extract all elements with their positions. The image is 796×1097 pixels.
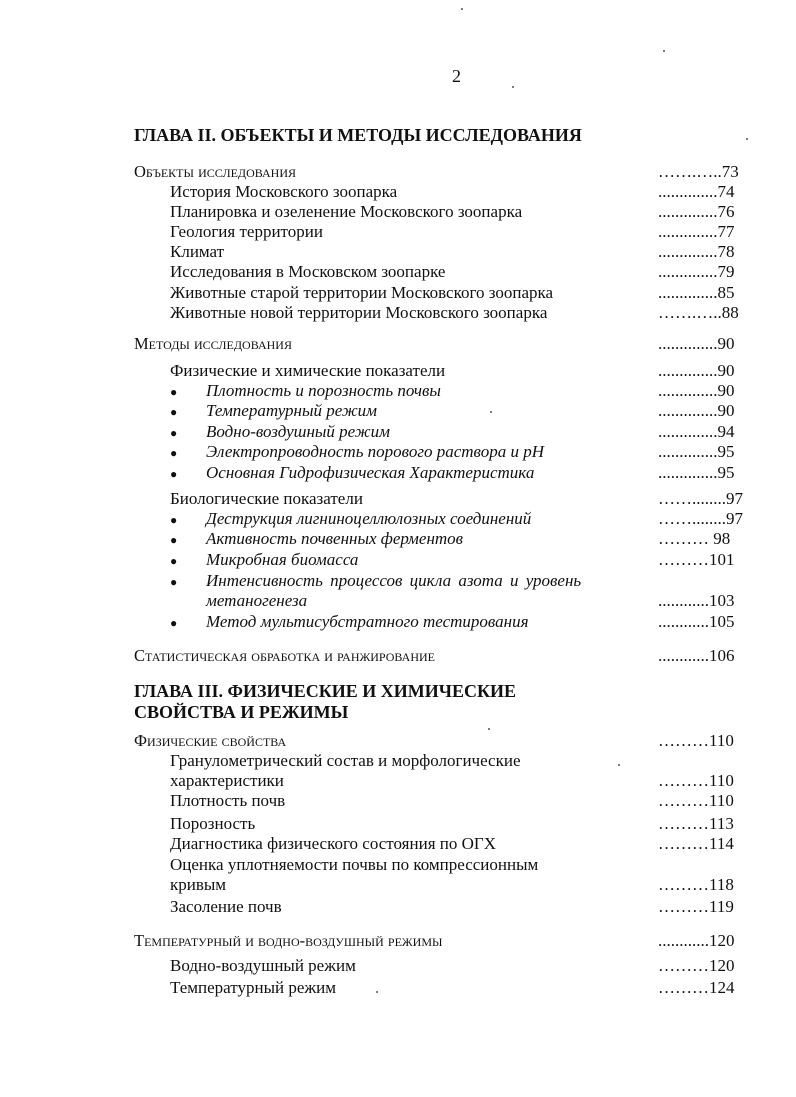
toc-entry-page: ………124: [658, 978, 735, 997]
scan-speck: [490, 411, 492, 413]
toc-entry-label-continued: характеристики: [170, 771, 284, 790]
bullet-icon: ●: [170, 467, 178, 481]
toc-entry-page: ……........97: [658, 509, 743, 528]
section-methods-heading: Методы исследования: [134, 334, 292, 353]
toc-entry-label: Засоление почв: [170, 897, 282, 916]
toc-entry-label: Животные старой территории Московского зоопарка: [170, 283, 554, 302]
toc-entry-label: Гранулометрический состав и морфологические: [170, 751, 521, 770]
toc-entry-label: Оценка уплотняемости почвы по компрессионным: [170, 855, 539, 874]
toc-entry-page: ..............76: [658, 202, 735, 221]
bullet-icon: ●: [170, 446, 178, 460]
subsection-bio-page: ……........97: [658, 489, 743, 508]
toc-entry-label: Деструкция лигниноцеллюлозных соединений: [206, 509, 532, 528]
toc-entry-page: ………101: [658, 550, 735, 569]
toc-entry-label: История Московского зоопарка: [170, 182, 398, 201]
toc-entry-label: Интенсивность процессов цикла азота и уровень: [206, 571, 582, 590]
section-regimes-heading: Температурный и водно-воздушный режимы: [134, 931, 443, 950]
toc-entry-page: ………118: [658, 875, 734, 894]
scan-speck: [376, 991, 378, 993]
toc-entry-page: ………114: [658, 834, 734, 853]
bullet-icon: ●: [170, 554, 178, 568]
toc-entry-page: ………110: [658, 771, 734, 790]
page-number: 2: [452, 66, 461, 86]
section-physical-page: ………110: [658, 731, 734, 750]
toc-entry-label: Температурный режим: [206, 401, 378, 420]
toc-entry-page: ..............90: [658, 401, 735, 420]
scan-speck: [618, 764, 620, 766]
toc-entry-label: Температурный режим: [170, 978, 337, 997]
toc-entry-page: ……… 98: [658, 529, 731, 548]
toc-entry-page: ………110: [658, 791, 734, 810]
toc-entry-label: Плотность почв: [170, 791, 286, 810]
scan-speck: [663, 50, 665, 52]
chapter-3-title-continued: СВОЙСТВА И РЕЖИМЫ: [134, 702, 349, 722]
toc-entry-page: ..............90: [658, 381, 735, 400]
chapter-2-title: ГЛАВА II. ОБЪЕКТЫ И МЕТОДЫ ИССЛЕДОВАНИЯ: [134, 125, 582, 145]
toc-entry-page: ..............94: [658, 422, 735, 441]
scan-speck: [512, 86, 514, 88]
toc-entry-page: ..............95: [658, 463, 735, 482]
toc-entry-page: ............105: [658, 612, 735, 631]
toc-entry-label: Электропроводность порового раствора и pH: [206, 442, 544, 461]
toc-entry-label: Животные новой территории Московского зоопарка: [170, 303, 548, 322]
bullet-icon: ●: [170, 405, 178, 419]
section-stats-page: ............106: [658, 646, 735, 665]
toc-entry-label: Основная Гидрофизическая Характеристика: [206, 463, 535, 482]
section-objects-heading: Объекты исследования: [134, 162, 297, 181]
toc-entry-label: Геология территории: [170, 222, 323, 241]
toc-entry-page: ..............79: [658, 262, 735, 281]
toc-entry-label: Водно-воздушный режим: [206, 422, 390, 441]
section-methods-page: ..............90: [658, 334, 735, 353]
bullet-icon: ●: [170, 385, 178, 399]
scan-speck: [461, 8, 463, 10]
toc-entry-label: Плотность и порозность почвы: [206, 381, 441, 400]
toc-entry-label: Микробная биомасса: [206, 550, 359, 569]
subsection-physchem-page: ..............90: [658, 361, 735, 380]
toc-entry-label: Климат: [170, 242, 225, 261]
toc-entry-page: ………120: [658, 956, 735, 975]
toc-entry-page: ..............74: [658, 182, 735, 201]
scan-speck: [746, 138, 748, 140]
scan-speck: [488, 728, 490, 730]
toc-entry-page: ..............95: [658, 442, 735, 461]
toc-entry-page: ..............85: [658, 283, 735, 302]
toc-entry-label: Водно-воздушный режим: [170, 956, 356, 975]
toc-entry-label: Метод мультисубстратного тестирования: [206, 612, 529, 631]
bullet-icon: ●: [170, 513, 178, 527]
toc-entry-page: ..............77: [658, 222, 735, 241]
toc-entry-page: ………113: [658, 814, 734, 833]
toc-entry-label-continued: метаногенеза: [206, 591, 308, 610]
toc-entry-page: ............103: [658, 591, 735, 610]
toc-entry-label: Порозность: [170, 814, 256, 833]
toc-entry-label: Исследования в Московском зоопарке: [170, 262, 446, 281]
bullet-icon: ●: [170, 575, 178, 589]
toc-entry-label: Активность почвенных ферментов: [206, 529, 464, 548]
toc-entry-label-continued: кривым: [170, 875, 227, 894]
section-physical-heading: Физические свойства: [134, 731, 287, 750]
toc-entry-label: Диагностика физического состояния по ОГХ: [170, 834, 496, 853]
bullet-icon: ●: [170, 426, 178, 440]
section-regimes-page: ............120: [658, 931, 735, 950]
subsection-physchem-label: Физические и химические показатели: [170, 361, 446, 380]
section-objects-page: …….…..73: [658, 162, 739, 181]
toc-entry-label: Планировка и озеленение Московского зоопарка: [170, 202, 523, 221]
bullet-icon: ●: [170, 616, 178, 630]
chapter-3-title: ГЛАВА III. ФИЗИЧЕСКИЕ И ХИМИЧЕСКИЕ: [134, 681, 517, 701]
section-stats-heading: Статистическая обработка и ранжирование: [134, 646, 435, 665]
bullet-icon: ●: [170, 533, 178, 547]
subsection-bio-label: Биологические показатели: [170, 489, 363, 508]
toc-entry-page: ………119: [658, 897, 734, 916]
toc-entry-page: ..............78: [658, 242, 735, 261]
toc-entry-page: …….…..88: [658, 303, 739, 322]
